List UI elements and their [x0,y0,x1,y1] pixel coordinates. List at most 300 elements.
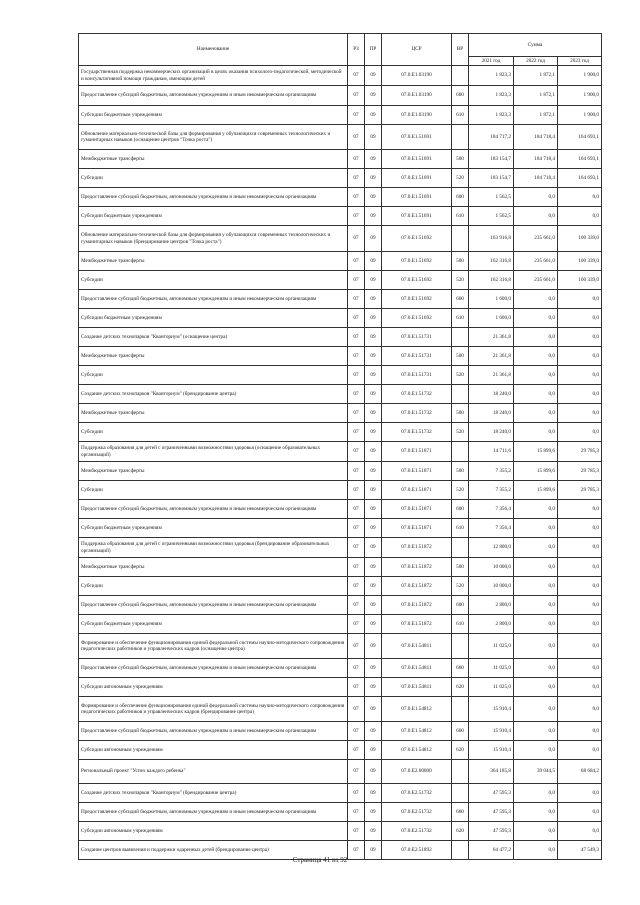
cell-pr: 09 [365,290,382,309]
cell-vr [452,385,469,404]
cell-sum-2023: 0,0 [558,538,602,558]
cell-name: Субсидии бюджетным учреждениям [79,207,348,226]
cell-sum-2022: 0,0 [514,366,558,385]
cell-sum-2023: 0,0 [558,290,602,309]
cell-name: Субсидии автономным учреждениям [79,741,348,760]
cell-sum-2023: 100 339,0 [558,252,602,271]
table-row [79,86,602,106]
cell-csr: 07.0.E1.51732 [382,404,452,423]
cell-sum-2022: 0,0 [514,577,558,596]
cell-pr: 09 [365,500,382,519]
cell-name: Предоставление субсидий бюджетным, автономным учреждениям и иным некоммерческим организациям [79,290,348,309]
cell-vr: 620 [452,678,469,697]
cell-pr: 09 [365,328,382,347]
cell-rz: 07 [348,252,365,271]
cell-sum-2021: 21 361,8 [469,366,514,385]
cell-name: Субсидии бюджетным учреждениям [79,519,348,538]
table-row [79,741,602,760]
cell-pr: 09 [365,596,382,615]
cell-vr [452,784,469,803]
cell-pr: 09 [365,271,382,290]
cell-rz: 07 [348,66,365,86]
cell-sum-2023: 0,0 [558,188,602,207]
cell-vr: 500 [452,558,469,577]
cell-csr: 07.0.E1.54812 [382,741,452,760]
cell-csr: 07.0.E1.51692 [382,271,452,290]
cell-name: Субсидии [79,271,348,290]
cell-name: Субсидии автономным учреждениям [79,678,348,697]
cell-sum-2022: 184 718,4 [514,125,558,150]
cell-rz: 07 [348,309,365,328]
cell-vr: 620 [452,741,469,760]
cell-csr: 07.0.E1.51871 [382,481,452,500]
cell-csr: 07.0.E1.51691 [382,150,452,169]
cell-pr: 09 [365,841,382,860]
cell-sum-2021: 1 823,3 [469,86,514,106]
cell-rz: 07 [348,803,365,822]
cell-vr: 600 [452,659,469,678]
table-row [79,659,602,678]
cell-vr: 500 [452,252,469,271]
cell-sum-2022: 0,0 [514,634,558,659]
cell-vr [452,697,469,722]
cell-pr: 09 [365,188,382,207]
cell-rz: 07 [348,519,365,538]
table-row [79,290,602,309]
table-row [79,106,602,125]
table-row [79,169,602,188]
cell-pr: 09 [365,385,382,404]
cell-csr: 07.0.E1.51872 [382,558,452,577]
cell-pr: 09 [365,659,382,678]
cell-name: Субсидии [79,481,348,500]
table-row [79,423,602,442]
cell-sum-2022: 184 718,4 [514,150,558,169]
cell-sum-2021: 47 595,3 [469,803,514,822]
cell-csr: 07.0.E2.51732 [382,822,452,841]
cell-rz: 07 [348,271,365,290]
cell-rz: 07 [348,596,365,615]
cell-sum-2023: 0,0 [558,347,602,366]
cell-rz: 07 [348,442,365,462]
cell-sum-2022: 15 899,6 [514,481,558,500]
header-csr: ЦСР [382,34,452,66]
cell-rz: 07 [348,784,365,803]
cell-csr: 07.0.E1.54811 [382,678,452,697]
cell-sum-2021: 1 823,3 [469,106,514,125]
cell-csr: 07.0.E1.51871 [382,519,452,538]
cell-rz: 07 [348,722,365,741]
cell-csr: 07.0.E1.51732 [382,385,452,404]
cell-name: Межбюджетные трансферты [79,404,348,423]
cell-pr: 09 [365,207,382,226]
cell-csr: 07.0.E1.51731 [382,366,452,385]
cell-sum-2023: 1 900,0 [558,86,602,106]
cell-sum-2021: 364 185,8 [469,760,514,784]
cell-sum-2021: 183 154,7 [469,169,514,188]
cell-name: Региональный проект "Успех каждого ребенка" [79,760,348,784]
cell-sum-2023: 68 684,2 [558,760,602,784]
cell-sum-2023: 0,0 [558,784,602,803]
header-rz: РЗ [348,34,365,66]
cell-sum-2023: 0,0 [558,519,602,538]
table-row [79,678,602,697]
table-row [79,481,602,500]
cell-sum-2023: 0,0 [558,678,602,697]
cell-sum-2021: 162 316,8 [469,252,514,271]
cell-vr [452,634,469,659]
cell-vr: 520 [452,577,469,596]
cell-sum-2023: 0,0 [558,722,602,741]
cell-pr: 09 [365,86,382,106]
cell-sum-2021: 1 600,0 [469,290,514,309]
cell-sum-2021: 162 316,8 [469,271,514,290]
table-row [79,697,602,722]
cell-vr: 610 [452,207,469,226]
cell-sum-2021: 7 355,2 [469,462,514,481]
cell-sum-2022: 0,0 [514,347,558,366]
table-body [79,66,602,860]
cell-sum-2021: 12 800,0 [469,538,514,558]
cell-sum-2021: 21 361,8 [469,328,514,347]
cell-csr: 07.0.E1.03190 [382,66,452,86]
cell-sum-2021: 1 600,0 [469,309,514,328]
cell-name: Межбюджетные трансферты [79,252,348,271]
cell-rz: 07 [348,366,365,385]
cell-sum-2022: 39 044,5 [514,760,558,784]
cell-vr: 520 [452,366,469,385]
cell-rz: 07 [348,404,365,423]
cell-sum-2022: 1 872,1 [514,66,558,86]
cell-pr: 09 [365,803,382,822]
cell-rz: 07 [348,150,365,169]
table-row [79,442,602,462]
cell-sum-2021: 10 000,0 [469,577,514,596]
table-row [79,803,602,822]
cell-sum-2023: 0,0 [558,309,602,328]
cell-sum-2021: 10 000,0 [469,558,514,577]
cell-csr: 07.0.E1.54812 [382,722,452,741]
cell-sum-2021: 18 240,0 [469,423,514,442]
cell-sum-2022: 0,0 [514,822,558,841]
cell-sum-2022: 0,0 [514,538,558,558]
header-name: Наименование [79,34,348,66]
cell-vr: 600 [452,722,469,741]
cell-sum-2021: 184 717,2 [469,125,514,150]
cell-csr: 07.0.E2.00000 [382,760,452,784]
cell-rz: 07 [348,188,365,207]
cell-pr: 09 [365,309,382,328]
cell-pr: 09 [365,697,382,722]
cell-sum-2022: 0,0 [514,309,558,328]
cell-pr: 09 [365,106,382,125]
cell-sum-2023: 0,0 [558,615,602,634]
cell-vr: 520 [452,271,469,290]
cell-sum-2022: 0,0 [514,423,558,442]
cell-csr: 07.0.E1.51731 [382,347,452,366]
table-row [79,760,602,784]
cell-rz: 07 [348,347,365,366]
cell-vr: 520 [452,169,469,188]
cell-sum-2022: 235 661,0 [514,271,558,290]
cell-name: Формирование и обеспечение функционирования единой федеральной системы научно-методического сопровождения педагогических работников и управленческих кадров (оснащение центра) [79,634,348,659]
table-row [79,207,602,226]
cell-sum-2021: 2 800,0 [469,615,514,634]
cell-sum-2022: 0,0 [514,722,558,741]
cell-sum-2022: 0,0 [514,385,558,404]
cell-sum-2023: 1 900,0 [558,66,602,86]
cell-sum-2021: 163 916,8 [469,226,514,252]
cell-sum-2023: 100 339,0 [558,271,602,290]
cell-sum-2022: 0,0 [514,697,558,722]
cell-sum-2023: 0,0 [558,577,602,596]
cell-pr: 09 [365,760,382,784]
cell-sum-2023: 0,0 [558,822,602,841]
budget-table-container [78,33,601,860]
table-row [79,347,602,366]
cell-csr: 07.0.E1.51872 [382,615,452,634]
cell-sum-2023: 29 785,3 [558,462,602,481]
cell-rz: 07 [348,226,365,252]
table-row [79,125,602,150]
cell-sum-2022: 0,0 [514,519,558,538]
cell-sum-2023: 0,0 [558,500,602,519]
cell-sum-2021: 11 025,0 [469,634,514,659]
cell-name: Предоставление субсидий бюджетным, автономным учреждениям и иным некоммерческим организациям [79,188,348,207]
cell-csr: 07.0.E1.51871 [382,462,452,481]
cell-rz: 07 [348,634,365,659]
cell-name: Межбюджетные трансферты [79,150,348,169]
header-year-2023: 2023 год [558,57,602,66]
cell-name: Формирование и обеспечение функционирования единой федеральной системы научно-методического сопровождения педагогических работников и управленческих кадров (брендирование центра) [79,697,348,722]
cell-sum-2022: 184 718,4 [514,169,558,188]
cell-sum-2022: 0,0 [514,659,558,678]
cell-csr: 07.0.E1.54812 [382,697,452,722]
cell-rz: 07 [348,659,365,678]
cell-sum-2022: 0,0 [514,678,558,697]
cell-sum-2023: 164 693,1 [558,169,602,188]
cell-sum-2023: 0,0 [558,207,602,226]
table-row [79,615,602,634]
cell-csr: 07.0.E1.51872 [382,538,452,558]
cell-pr: 09 [365,634,382,659]
cell-name: Межбюджетные трансферты [79,347,348,366]
cell-pr: 09 [365,366,382,385]
cell-name: Субсидии автономным учреждениям [79,822,348,841]
cell-name: Создание детских технопарков "Кванториум" (брендирование центра) [79,385,348,404]
cell-csr: 07.0.E2.51892 [382,841,452,860]
cell-sum-2022: 1 872,1 [514,86,558,106]
cell-pr: 09 [365,481,382,500]
cell-rz: 07 [348,290,365,309]
cell-pr: 09 [365,741,382,760]
cell-sum-2022: 0,0 [514,558,558,577]
cell-name: Предоставление субсидий бюджетным, автономным учреждениям и иным некоммерческим организациям [79,596,348,615]
page-number: Страница 41 из 92 [292,856,348,864]
cell-sum-2022: 0,0 [514,803,558,822]
cell-pr: 09 [365,615,382,634]
cell-sum-2021: 15 910,4 [469,741,514,760]
cell-sum-2021: 18 240,0 [469,385,514,404]
cell-sum-2023: 47 549,3 [558,841,602,860]
cell-rz: 07 [348,169,365,188]
header-sum: Сумма [469,34,602,57]
cell-sum-2022: 0,0 [514,207,558,226]
cell-vr: 610 [452,519,469,538]
cell-pr: 09 [365,722,382,741]
cell-sum-2022: 0,0 [514,841,558,860]
cell-name: Субсидии [79,423,348,442]
cell-pr: 09 [365,538,382,558]
cell-name: Субсидии бюджетным учреждениям [79,615,348,634]
table-row [79,385,602,404]
cell-name: Создание центров выявления и поддержки одаренных детей (брендирование центра) [79,841,348,860]
cell-rz: 07 [348,697,365,722]
cell-csr: 07.0.E1.51692 [382,309,452,328]
cell-pr: 09 [365,519,382,538]
cell-vr: 620 [452,822,469,841]
cell-name: Государственная поддержка некоммерческих организаций в целях оказания психолого-педагогической, методической и консультативной помощи гражданам, имеющим детей [79,66,348,86]
cell-rz: 07 [348,538,365,558]
cell-vr: 600 [452,290,469,309]
cell-csr: 07.0.E1.51691 [382,207,452,226]
cell-csr: 07.0.E1.51731 [382,328,452,347]
cell-vr [452,125,469,150]
cell-name: Поддержка образования для детей с ограниченными возможностями здоровья (оснащение образовательных организаций) [79,442,348,462]
cell-csr: 07.0.E1.51871 [382,442,452,462]
cell-sum-2021: 1 562,5 [469,207,514,226]
cell-sum-2023: 0,0 [558,803,602,822]
cell-name: Обновление материально-технической базы для формирования у обучающихся современных технологических и гуманитарных навыков (брендирование центров "Точка роста") [79,226,348,252]
cell-csr: 07.0.E2.51732 [382,784,452,803]
cell-pr: 09 [365,169,382,188]
cell-rz: 07 [348,86,365,106]
cell-vr: 500 [452,462,469,481]
cell-sum-2022: 0,0 [514,615,558,634]
cell-name: Предоставление субсидий бюджетным, автономным учреждениям и иным некоммерческим организациям [79,86,348,106]
cell-pr: 09 [365,423,382,442]
cell-rz: 07 [348,423,365,442]
header-year-2021: 2021 год [469,57,514,66]
cell-pr: 09 [365,784,382,803]
cell-pr: 09 [365,404,382,423]
cell-sum-2021: 183 154,7 [469,150,514,169]
cell-rz: 07 [348,481,365,500]
table-row [79,634,602,659]
cell-vr: 600 [452,86,469,106]
cell-sum-2021: 64 477,2 [469,841,514,860]
cell-pr: 09 [365,822,382,841]
table-row [79,462,602,481]
table-row [79,226,602,252]
cell-name: Межбюджетные трансферты [79,558,348,577]
table-row [79,538,602,558]
cell-rz: 07 [348,822,365,841]
cell-sum-2023: 0,0 [558,634,602,659]
cell-csr: 07.0.E1.54811 [382,659,452,678]
table-row [79,66,602,86]
cell-sum-2021: 11 025,0 [469,678,514,697]
cell-sum-2023: 164 693,1 [558,125,602,150]
cell-pr: 09 [365,125,382,150]
cell-vr [452,442,469,462]
cell-rz: 07 [348,462,365,481]
cell-csr: 07.0.E1.51691 [382,169,452,188]
cell-sum-2021: 18 240,0 [469,404,514,423]
cell-vr: 610 [452,615,469,634]
cell-sum-2022: 1 872,1 [514,106,558,125]
cell-sum-2022: 235 661,0 [514,252,558,271]
cell-vr [452,760,469,784]
cell-vr: 600 [452,596,469,615]
cell-csr: 07.0.E1.51691 [382,125,452,150]
cell-vr: 520 [452,481,469,500]
cell-csr: 07.0.E1.51692 [382,226,452,252]
table-row [79,722,602,741]
cell-sum-2023: 0,0 [558,404,602,423]
table-row [79,519,602,538]
cell-sum-2021: 15 910,4 [469,697,514,722]
cell-sum-2023: 0,0 [558,558,602,577]
cell-sum-2022: 0,0 [514,188,558,207]
cell-rz: 07 [348,558,365,577]
cell-csr: 07.0.E2.51732 [382,803,452,822]
cell-vr: 610 [452,106,469,125]
table-row [79,822,602,841]
header-pr: ПР [365,34,382,66]
cell-rz: 07 [348,615,365,634]
header-year-2022: 2022 год [514,57,558,66]
cell-sum-2023: 29 785,3 [558,481,602,500]
cell-sum-2021: 14 711,6 [469,442,514,462]
cell-pr: 09 [365,66,382,86]
cell-pr: 09 [365,678,382,697]
table-row [79,784,602,803]
cell-sum-2021: 7 356,4 [469,519,514,538]
cell-sum-2022: 0,0 [514,784,558,803]
cell-name: Создание детских технопарков "Кванториум" (брендирование центра) [79,784,348,803]
cell-vr [452,538,469,558]
cell-pr: 09 [365,226,382,252]
cell-sum-2022: 15 899,6 [514,462,558,481]
cell-sum-2023: 0,0 [558,596,602,615]
table-row [79,596,602,615]
table-row [79,404,602,423]
cell-sum-2021: 1 823,3 [469,66,514,86]
table-row [79,188,602,207]
cell-rz: 07 [348,385,365,404]
cell-csr: 07.0.E1.51732 [382,423,452,442]
cell-name: Субсидии [79,577,348,596]
budget-table [78,33,602,860]
cell-rz: 07 [348,500,365,519]
cell-name: Субсидии [79,169,348,188]
cell-sum-2021: 47 595,3 [469,784,514,803]
cell-name: Межбюджетные трансферты [79,462,348,481]
header-vr: ВР [452,34,469,66]
cell-rz: 07 [348,207,365,226]
cell-sum-2021: 11 025,0 [469,659,514,678]
cell-sum-2022: 0,0 [514,741,558,760]
cell-sum-2023: 0,0 [558,741,602,760]
cell-vr: 520 [452,423,469,442]
cell-csr: 07.0.E1.03190 [382,106,452,125]
table-row [79,500,602,519]
cell-name: Субсидии [79,366,348,385]
cell-sum-2022: 0,0 [514,404,558,423]
cell-csr: 07.0.E1.51871 [382,500,452,519]
cell-sum-2023: 0,0 [558,697,602,722]
